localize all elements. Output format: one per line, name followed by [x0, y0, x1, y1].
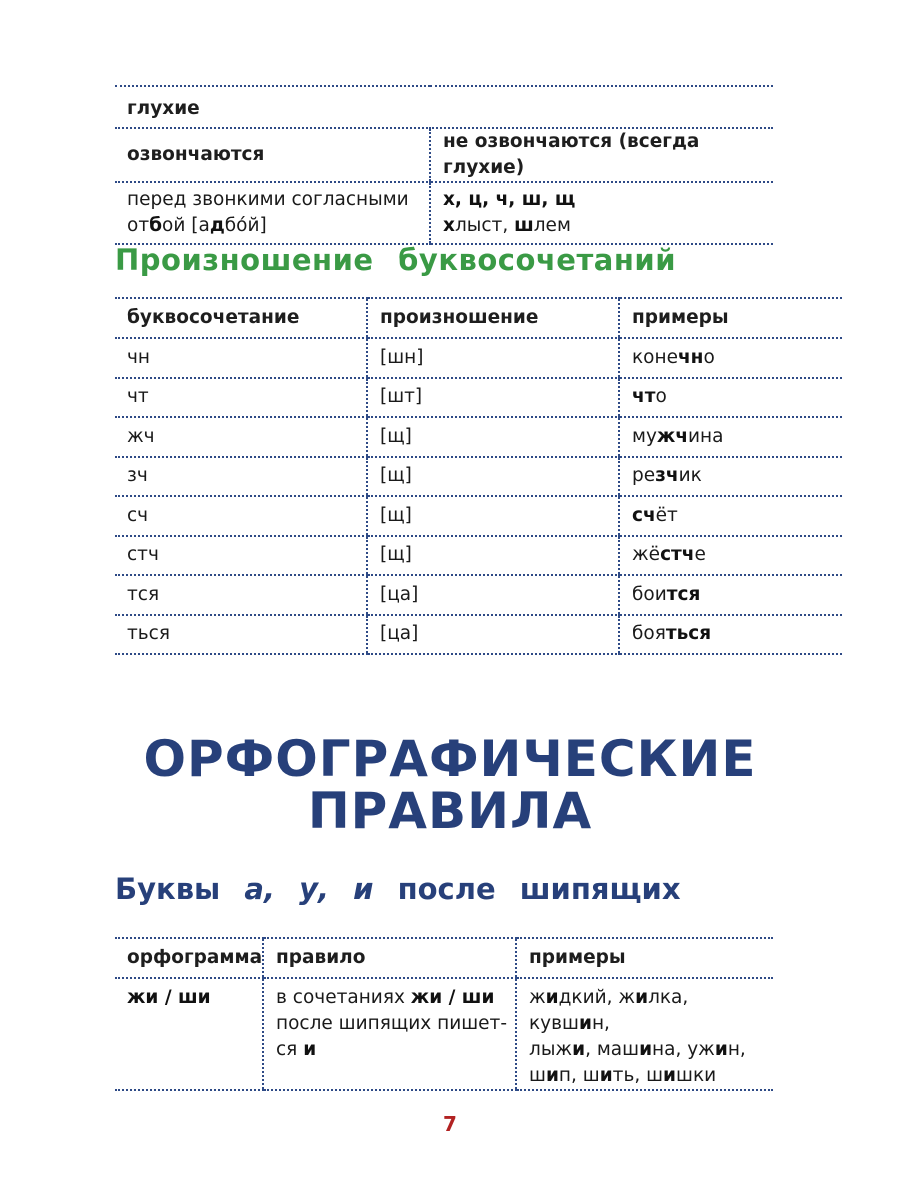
table-row: [115, 417, 842, 457]
main-title-line2: ПРАВИЛА: [307, 782, 593, 840]
combo-cell: ться: [115, 615, 367, 655]
combo-cell: сч: [115, 496, 367, 536]
example-cell: счёт: [619, 496, 842, 536]
pron-header-sound: произношение: [367, 298, 619, 338]
rule-cell: в сочетаниях жи / ши после шипящих пишет- ся и: [263, 978, 516, 1090]
example-cell: конечно: [619, 338, 842, 378]
table-row: [115, 496, 842, 536]
sound-cell: [ца]: [367, 575, 619, 615]
combo-cell: зч: [115, 457, 367, 497]
voiceless-col1-header: озвончаются: [115, 128, 430, 182]
sound-cell: [ца]: [367, 615, 619, 655]
table-row: [115, 536, 842, 576]
voiceless-title: глухие: [115, 86, 773, 128]
pron-header-combo: буквосочетание: [115, 298, 367, 338]
voiceless-rule: перед звонкими согласными: [127, 189, 409, 210]
orthogram-cell: жи / ши: [115, 978, 263, 1090]
example-cell: резчик: [619, 457, 842, 497]
letters-header-examples: примеры: [516, 938, 773, 978]
letters-header-orthogram: орфограмма: [115, 938, 263, 978]
table-row: [115, 378, 842, 418]
combo-cell: чн: [115, 338, 367, 378]
voiceless-table: [115, 85, 773, 245]
sound-cell: [щ]: [367, 417, 619, 457]
example-cell: жёстче: [619, 536, 842, 576]
combo-cell: стч: [115, 536, 367, 576]
main-title-line1: ОРФОГРАФИЧЕСКИЕ: [143, 730, 757, 788]
table-row: [115, 457, 842, 497]
page-number: 7: [443, 1112, 457, 1136]
table-row: [115, 338, 842, 378]
sound-cell: [шн]: [367, 338, 619, 378]
sound-cell: [щ]: [367, 496, 619, 536]
pron-header-examples: примеры: [619, 298, 842, 338]
table-row: [115, 575, 842, 615]
example-cell: бояться: [619, 615, 842, 655]
sound-cell: [щ]: [367, 457, 619, 497]
always-voiceless-example: хлыст, шлем: [443, 215, 571, 236]
voiceless-example: отбой [адбо́й]: [127, 215, 267, 236]
letters-section-title: Буквы а, у, и после шипящих: [115, 872, 681, 906]
table-row: [115, 615, 842, 655]
example-cell: мужчина: [619, 417, 842, 457]
combo-cell: чт: [115, 378, 367, 418]
always-voiceless-letters: х, ц, ч, ш, щ: [443, 189, 576, 210]
voiceless-col1-cell: [115, 182, 430, 244]
example-cell: что: [619, 378, 842, 418]
combo-cell: тся: [115, 575, 367, 615]
sound-cell: [щ]: [367, 536, 619, 576]
sound-cell: [шт]: [367, 378, 619, 418]
letters-examples-cell: жидкий, жилка, кувшин, лыжи, машина, ужин, шип, шить, шишки: [516, 978, 773, 1090]
letters-table: [115, 937, 773, 1091]
voiceless-col2-cell: [430, 182, 773, 244]
pronunciation-table: [115, 297, 842, 655]
example-cell: боится: [619, 575, 842, 615]
combo-cell: жч: [115, 417, 367, 457]
letters-header-rule: правило: [263, 938, 516, 978]
voiceless-col2-header: не озвончаются (всегда глухие): [430, 128, 773, 182]
pronunciation-title: Произношение буквосочетаний: [115, 243, 677, 277]
